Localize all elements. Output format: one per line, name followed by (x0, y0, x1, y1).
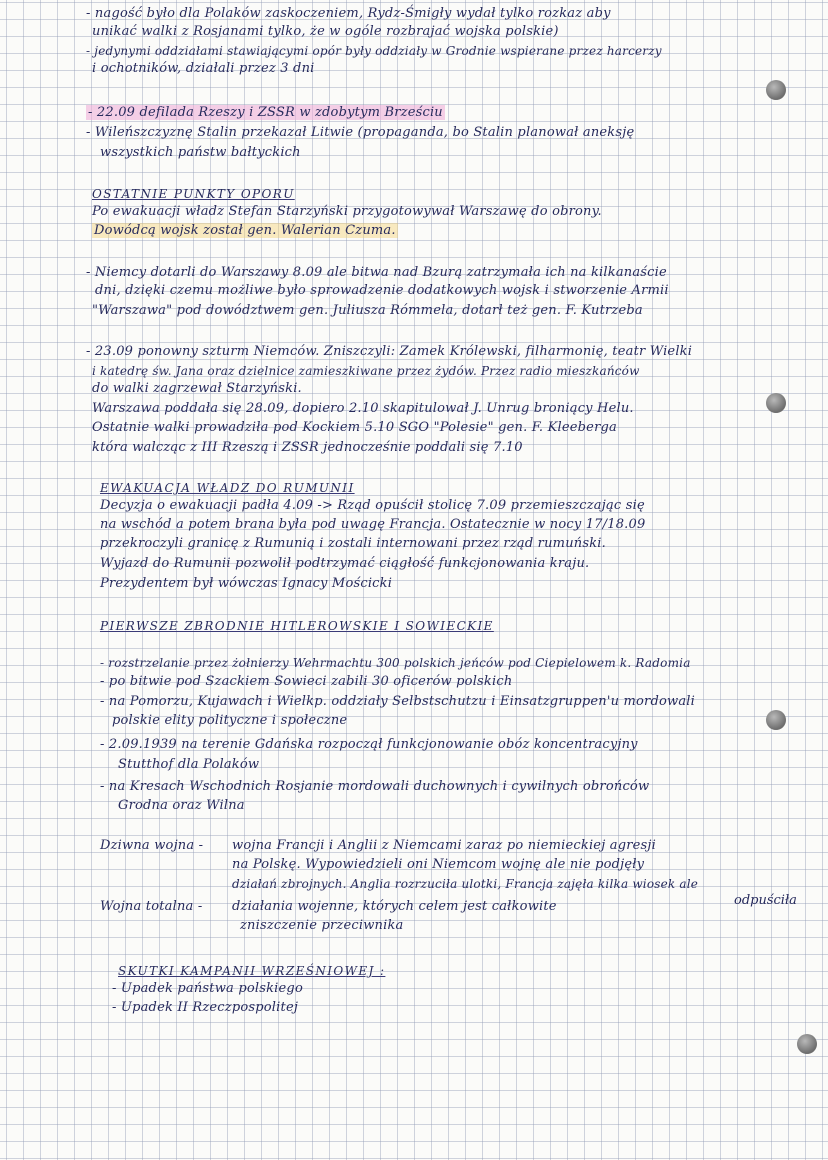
note-line: Wyjazd do Rumunii pozwolił podtrzymać ciągłość funkcjonowania kraju. (100, 556, 590, 571)
note-line: unikać walki z Rosjanami tylko, że w ogóle rozbrajać wojska polskie) (92, 24, 559, 39)
definition-line: odpuściła (734, 893, 797, 908)
note-line: Grodna oraz Wilna (118, 798, 245, 813)
term-label: Dziwna wojna - (100, 838, 204, 853)
note-line: wszystkich państw bałtyckich (100, 145, 301, 160)
definition-line: działania wojenne, których celem jest całkowite (232, 899, 557, 914)
note-line: - na Pomorzu, Kujawach i Wielkp. oddziały Selbstschutzu i Einsatzgruppen'u mordowali (100, 694, 696, 709)
note-line: - Wileńszczyznę Stalin przekazał Litwie (propaganda, bo Stalin planował aneksję (86, 125, 635, 140)
note-line: - Upadek państwa polskiego (112, 981, 303, 996)
note-line (92, 223, 398, 239)
binder-hole-icon (766, 710, 786, 730)
binder-hole-icon (766, 80, 786, 100)
definition-line: działań zbrojnych. Anglia rozrzuciła ulotki, Francja zajęła kilka wiosek ale (232, 877, 699, 891)
definition-line: wojna Francji i Anglii z Niemcami zaraz po niemieckiej agresji (232, 838, 657, 853)
section-heading: OSTATNIE PUNKTY OPORU (92, 187, 295, 201)
note-line: - nagość było dla Polaków zaskoczeniem, Rydz-Śmigły wydał tylko rozkaz aby (86, 6, 611, 21)
note-line: - Niemcy dotarli do Warszawy 8.09 ale bitwa nad Bzurą zatrzymała ich na kilkanaście (86, 265, 667, 280)
highlighted-text: Dowódcą wojsk został gen. Walerian Czuma. (94, 223, 396, 238)
note-line: - na Kresach Wschodnich Rosjanie mordowali duchownych i cywilnych obrońców (100, 779, 650, 794)
note-line: i ochotników, działali przez 3 dni (92, 61, 315, 76)
note-line (86, 105, 445, 121)
note-line: - po bitwie pod Szackiem Sowieci zabili 30 oficerów polskich (100, 674, 513, 689)
note-line: "Warszawa" pod dowództwem gen. Juliusza Rómmela, dotarł też gen. F. Kutrzeba (92, 303, 643, 318)
binder-hole-icon (766, 393, 786, 413)
note-line: - 2.09.1939 na terenie Gdańska rozpoczął funkcjonowanie obóz koncentracyjny (100, 737, 638, 752)
note-line: - jedynymi oddziałami stawiającymi opór były oddziały w Grodnie wspierane przez harcerzy (86, 44, 662, 58)
note-line: Decyzja o ewakuacji padła 4.09 -> Rząd opuścił stolicę 7.09 przemieszczając się (100, 498, 645, 513)
note-line: i katedrę św. Jana oraz dzielnice zamieszkiwane przez żydów. Przez radio mieszkańców (92, 364, 640, 378)
note-line: - rozstrzelanie przez żołnierzy Wehrmachtu 300 polskich jeńców pod Ciepielowem k. Radomia (100, 656, 691, 670)
note-line: na wschód a potem brana była pod uwagę Francja. Ostatecznie w nocy 17/18.09 (100, 517, 646, 532)
note-line: - 23.09 ponowny szturm Niemców. Zniszczyli: Zamek Królewski, filharmonię, teatr Wielki (86, 344, 693, 359)
section-heading: PIERWSZE ZBRODNIE HITLEROWSKIE I SOWIECKIE (100, 619, 494, 633)
note-line: Ostatnie walki prowadziła pod Kockiem 5.10 SGO "Polesie" gen. F. Kleeberga (92, 420, 617, 435)
section-heading: EWAKUACJA WŁADZ DO RUMUNII (100, 481, 355, 495)
binder-hole-icon (797, 1034, 817, 1054)
note-line: polskie elity polityczne i społeczne (112, 713, 348, 728)
definition-line: na Polskę. Wypowiedzieli oni Niemcom wojnę ale nie podjęły (232, 857, 645, 872)
note-line: Warszawa poddała się 28.09, dopiero 2.10 skapitulował J. Unrug broniący Helu. (92, 401, 634, 416)
note-line: która walcząc z III Rzeszą i ZSSR jednocześnie poddali się 7.10 (92, 440, 523, 455)
note-line: do walki zagrzewał Starzyński. (92, 381, 302, 396)
note-line: - Upadek II Rzeczpospolitej (112, 1000, 299, 1015)
section-heading: SKUTKI KAMPANII WRZEŚNIOWEJ : (118, 964, 386, 978)
note-line: dni, dzięki czemu możliwe było sprowadzenie dodatkowych wojsk i stworzenie Armii (95, 283, 669, 298)
term-label: Wojna totalna - (100, 899, 203, 914)
note-line: przekroczyli granicę z Rumunią i zostali internowani przez rząd rumuński. (100, 536, 606, 551)
note-line: Po ewakuacji władz Stefan Starzyński przygotowywał Warszawę do obrony. (92, 204, 602, 219)
definition-line: zniszczenie przeciwnika (240, 918, 404, 933)
highlighted-text: - 22.09 defilada Rzeszy i ZSSR w zdobytym Brześciu (88, 105, 443, 120)
note-line: Stutthof dla Polaków (118, 757, 260, 772)
note-line: Prezydentem był wówczas Ignacy Mościcki (100, 576, 393, 591)
